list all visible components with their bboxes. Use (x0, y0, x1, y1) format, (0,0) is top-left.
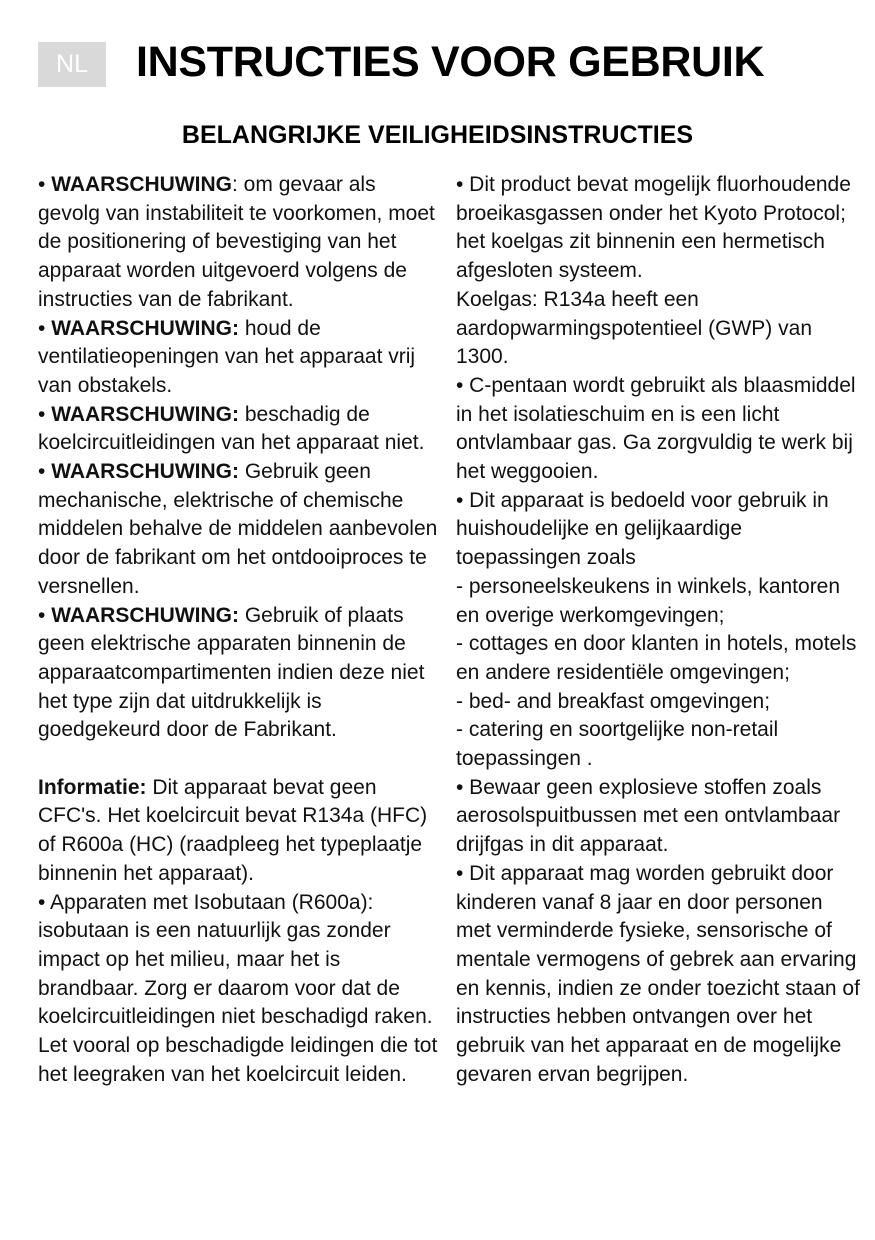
children-paragraph: • Dit apparaat mag worden gebruikt door kinderen vanaf 8 jaar en door personen met verminderde fysieke, sensorische of mentale vermogens of gebrek aan ervaring en kennis, indien ze onder toezicht staan of instructies hebben ontvangen over het gebruik van het apparaat en de mogelijke gevaren ervan begrijpen. (456, 861, 860, 1086)
language-badge: NL (38, 42, 106, 87)
c-pentaan-paragraph: • C-pentaan wordt gebruikt als blaasmiddel in het isolatieschuim en is een licht ontvlambaar gas. Ga zorgvuldig te werk bij het weggooien. (456, 373, 856, 484)
left-column (38, 171, 438, 1089)
warning-paragraph: • WAARSCHUWING: houd de ventilatieopeningen van het apparaat vrij van obstakels. (38, 316, 416, 397)
usage-intro-paragraph: • Dit apparaat is bedoeld voor gebruik in huishoudelijke en gelijkaardige toepassingen zoals (456, 488, 829, 570)
right-column (456, 171, 862, 1090)
explosives-paragraph: • Bewaar geen explosieve stoffen zoals aerosolspuitbussen met een ontvlambaar drijfgas in dit apparaat. (456, 775, 841, 857)
warning-label: WAARSCHUWING: (51, 316, 239, 340)
warning-paragraph: • WAARSCHUWING: beschadig de koelcircuitleidingen van het apparaat niet. (38, 402, 425, 455)
koelgas-paragraph: Koelgas: R134a heeft een aardopwarmingspotentieel (GWP) van 1300. (456, 287, 812, 369)
info-paragraph: Informatie: Dit apparaat bevat geen CFC's. Het koelcircuit bevat R134a (HFC) of R600a (HC) (raadpleeg het typeplaatje binnenin het apparaat). (38, 775, 428, 885)
usage-list-item: - catering en soortgelijke non-retail toepassingen . (456, 718, 779, 771)
warning-paragraph: • WAARSCHUWING: Gebruik geen mechanische, elektrische of chemische middelen behalve de middelen aanbevolen door de fabrikant om het ontdooiproces te versnellen. (38, 460, 438, 598)
page-title: INSTRUCTIES VOOR GEBRUIK (136, 38, 765, 86)
warning-label: WAARSCHUWING: (51, 603, 239, 627)
warning-label: WAARSCHUWING (51, 173, 233, 196)
warning-label: WAARSCHUWING: (51, 460, 239, 484)
section-title: BELANGRIJKE VEILIGHEIDSINSTRUCTIES (181, 121, 694, 149)
usage-list-item: - bed- and breakfast omgevingen; (456, 689, 771, 713)
kyoto-paragraph: • Dit product bevat mogelijk fluorhoudende broeikasgassen onder het Kyoto Protocol; het koelgas zit binnenin een hermetisch afgesloten systeem. (456, 173, 851, 283)
usage-list-item: - personeelskeukens in winkels, kantoren en overige werkomgevingen; (456, 574, 841, 627)
warning-paragraph: • WAARSCHUWING: Gebruik of plaats geen elektrische apparaten binnenin de apparaatcompartimenten indien deze niet het type zijn dat uitdrukkelijk is goedgekeurd door de Fabrikant. (38, 603, 425, 742)
warning-paragraph: • WAARSCHUWING: om gevaar als gevolg van instabiliteit te voorkomen, moet de positionering of bevestiging van het apparaat worden uitgevoerd volgens de instructies van de fabrikant. (38, 173, 435, 311)
warning-label: WAARSCHUWING: (51, 402, 239, 426)
usage-list-item: - cottages en door klanten in hotels, motels en andere residentiële omgevingen; (456, 632, 857, 684)
paragraph-spacer (38, 745, 438, 774)
isobutaan-paragraph: • Apparaten met Isobutaan (R600a): isobutaan is een natuurlijk gas zonder impact op het milieu, maar het is brandbaar. Zorg er daarom voor dat de koelcircuitleidingen niet beschadigd raken. Let vooral op beschadigde leidingen die tot het leegraken van het koelcircuit leiden. (38, 890, 438, 1086)
info-label: Informatie: (38, 775, 147, 799)
